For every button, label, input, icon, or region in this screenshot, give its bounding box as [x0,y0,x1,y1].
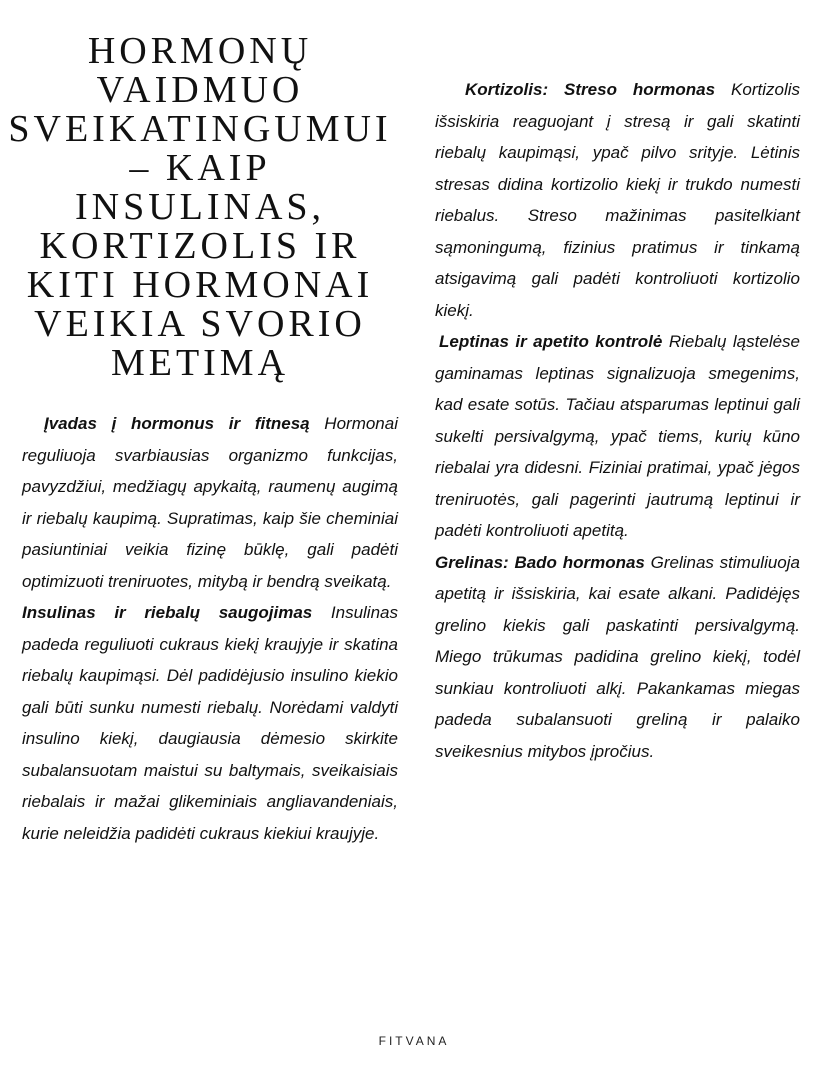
section-cortisol [435,74,800,326]
section-body-cortisol: Kortizolis išsiskiria reaguojant į stresą ir gali skatinti riebalų kaupimąsi, ypač pilvo srityje. Lėtinis stresas didina kortizolio kiekį ir trukdo numesti riebalus. Streso mažinimas pasitelkiant sąmoningumą, fizinius pratimus ir tinkamą atsigavimą gali padėti kontroliuoti kortizolio kiekį. [435,80,800,320]
left-column [22,408,398,849]
section-heading-cortisol: Kortizolis: Streso hormonas [465,80,716,99]
footer-brand: FITVANA [378,1034,450,1048]
section-body-insulin: Insulinas padeda reguliuoti cukraus kiekį kraujyje ir skatina riebalų kaupimąsi. Dėl padidėjusio insulino kiekio gali būti sunku numesti riebalų. Norėdami valdyti insulino kiekį, daugiausia dėmesio skirkite subalansuotam maistui su baltymais, sveikaisiais riebalais ir mažai glikeminiais angliavandeniais, kurie neleidžia padidėti cukraus kiekiui kraujyje. [22,603,398,843]
section-intro [22,408,398,597]
section-ghrelin [435,547,800,768]
section-leptin [435,326,800,547]
section-heading-leptin: Leptinas ir apetito kontrolė [439,332,663,351]
section-body-leptin: Riebalų ląstelėse gaminamas leptinas signalizuoja smegenims, kad esate sotūs. Tačiau atsparumas leptinui gali sukelti persivalgymą, ypač tiems, kurių kūno riebalai yra didesni. Fiziniai pratimai, ypač jėgos treniruotės, gali pagerinti jautrumą leptinui ir padėti kontroliuoti apetitą. [435,332,800,540]
section-insulin [22,597,398,849]
section-body-ghrelin: Grelinas stimuliuoja apetitą ir išsiskiria, kai esate alkani. Padidėjęs grelino kiekis gali paskatinti persivalgymą. Miego trūkumas padidina grelino kiekį, todėl sunkiau kontroliuoti alkį. Pakankamas miegas padeda subalansuoti greliną ir palaiko sveikesnius mitybos įpročius. [435,552,800,761]
section-heading-intro: Įvadas į hormonus ir fitnesą [44,414,310,433]
section-heading-ghrelin: Grelinas: Bado hormonas [435,552,645,572]
page-title: HORMONŲ VAIDMUO SVEIKATINGUMUI – KAIP INSULINAS, KORTIZOLIS IR KITI HORMONAI VEIKIA SVORIO METIMĄ [8,30,392,384]
right-column [435,74,800,767]
section-heading-insulin: Insulinas ir riebalų saugojimas [22,603,313,622]
section-body-intro: Hormonai reguliuoja svarbiausias organizmo funkcijas, pavyzdžiui, medžiagų apykaitą, raumenų augimą ir riebalų kaupimą. Supratimas, kaip šie cheminiai pasiuntiniai veikia fizinę būklę, gali padėti optimizuoti treniruotes, mitybą ir bendrą sveikatą. [22,414,398,591]
